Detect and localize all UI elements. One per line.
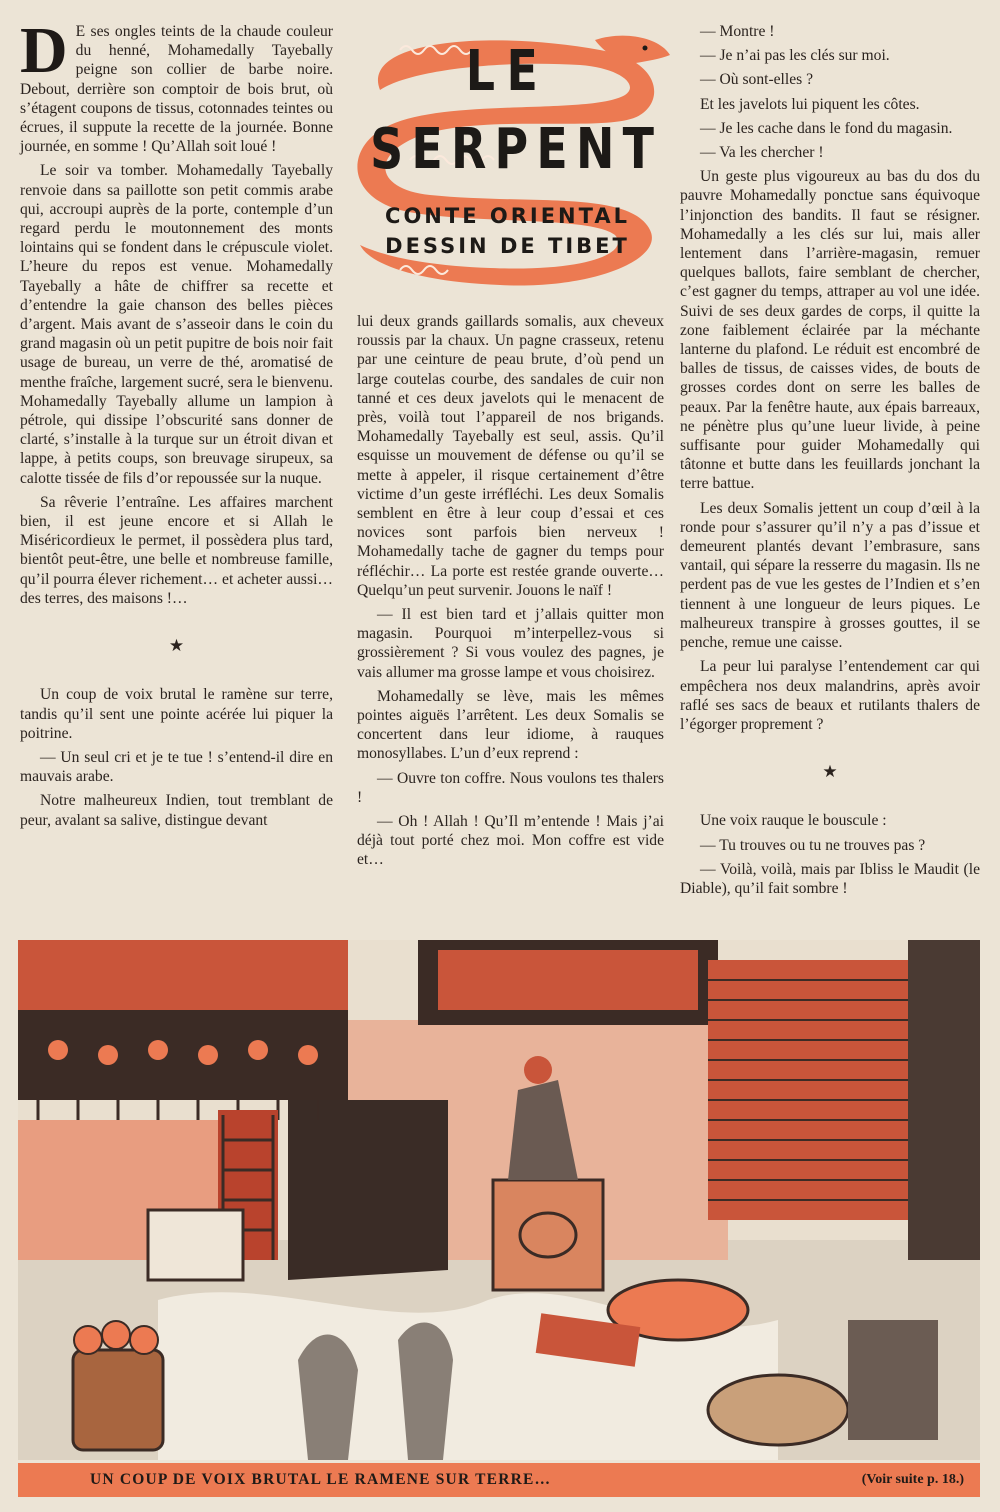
subtitle-genre: CONTE ORIENTAL — [385, 204, 630, 228]
title-line-1: LE — [465, 39, 550, 104]
title-line-2: SERPENT — [370, 117, 663, 182]
drop-cap: D — [20, 14, 68, 87]
shop-scene-drawing — [18, 940, 980, 1460]
paragraph: — Montre ! — [700, 23, 775, 40]
paragraph: — Tu trouves ou tu ne trouves pas ? — [700, 836, 926, 854]
paragraph: — Va les chercher ! — [700, 144, 824, 162]
text-column-3 — [680, 22, 980, 903]
subtitle-credit: DESSIN DE TIBET — [385, 234, 630, 258]
paragraph: Mohamedally se lève, mais les mêmes pointes aiguës l’arrêtent. Les deux Somalis se concertent dans leur idiome, à rauques monosyllabes. L’un d’eux reprend : — [357, 687, 664, 763]
paragraph: Et les javelots lui piquent les côtes. — [700, 95, 920, 113]
paragraph: — Un seul cri et je te tue ! s’entend-il dire en mauvais arabe. — [20, 748, 333, 786]
paragraph: Une voix rauque le bouscule : — [700, 812, 887, 830]
paragraph: Un geste plus vigoureux au bas du dos du pauvre Mohamedally ponctue sans équivoque l’injonction des bandits. Il faut se résigner. Mohamedally a les clés sur lui, mais aller lentement dans l’arrière-magasin, remuer quelques ballots, faire semblant de chercher, c’est gagner du temps, attraper au vol une idée. Suivi de ses deux gardes de corps, il quitte la zone faiblement éclairée par la méchante lanterne du plafond. Le réduit est encombré de balles de tissus, de caisses vides, de bouts de grosses cordes dont on serre les balles de peaux. Par la fenêtre haute, aux épais barreaux, ne pénètre plus qu’une lueur livide, à peine suffisante pour guider Mohamedally qui tâtonne et butte dans les feuillards jonchant la terre battue. — [680, 168, 980, 493]
paragraph: — Où sont-elles ? — [700, 71, 814, 89]
continued-reference: (Voir suite p. 18.) — [861, 1472, 964, 1487]
paragraph: — Je n’ai pas les clés sur moi. — [700, 47, 890, 65]
paragraph: Sa rêverie l’entraîne. Les affaires marchent bien, il est jeune encore et si Allah le Miséricordieux le permet, il possèdera plus tard, bientôt peut-être, une belle et nombreuse famille, qu’il pourra élever richement… et acheter aussi… des terres, des maisons !… — [20, 493, 333, 607]
paragraph: Le soir va tomber. Mohamedally Tayebally renvoie dans sa paillotte son petit commis arabe qui, accroupi auprès de la porte, contemple d’un regard perdu le moutonnement des monts lointains qui se fondent dans le crépuscule violet. L’heure du repos est venue. Mohamedally Tayebally a hâte de chiffrer sa recette et d’entendre la gaie chanson des belles pièces d’argent. Mais avant de s’asseoir dans le coin du grand magasin où un petit pupitre de bois noir fait usage de bureau, un verre de thé, aromatisé de menthe fraîche, largement sucré, sera le bienvenu. Mohamedally Tayebally allume un lampion à pétrole, qui dissipe l’obscurité sans donner de clarté, s’installe à la turque sur un étroit divan et lappe, à petits coups, son breuvage sirupeux, sa calotte tissée de fils d’or repoussée sur la nuque. — [20, 162, 333, 487]
paragraph: — Je les cache dans le fond du magasin. — [700, 119, 953, 137]
paragraph: La peur lui paralyse l’entendement car qui empêchera nos deux malandrins, après avoir raflé ses sacs de beaux et rutilants thalers de l’égorger proprement ? — [680, 658, 980, 733]
paragraph: — Oh ! Allah ! Qu’Il m’entende ! Mais j’ai déjà tout porté chez moi. Mon coffre est vide et… — [357, 813, 664, 869]
paragraph: — Ouvre ton coffre. Nous voulons tes thalers ! — [357, 769, 664, 806]
section-separator-star: ★ — [168, 636, 185, 656]
paragraph: — Il est bien tard et j’allais quitter mon magasin. Pourquoi m’interpellez-vous si grossièrement ? Si vous voulez des pagnes, je vais allumer ma grosse lampe et vous choisirez. — [357, 606, 664, 681]
paragraph — [20, 14, 333, 156]
section-separator-star: ★ — [822, 762, 838, 782]
paragraph: Un coup de voix brutal le ramène sur terre, tandis qu’il sent une pointe acérée lui piquer la poitrine. — [20, 686, 333, 742]
text-column-1 — [20, 14, 333, 835]
bazaar-illustration — [18, 940, 980, 1460]
title-block — [340, 20, 675, 300]
paragraph: Notre malheureux Indien, tout tremblant de peur, avalant sa salive, distingue devant — [20, 792, 333, 829]
paragraph: Les deux Somalis jettent un coup d’œil à la ronde pour s’assurer qu’il n’y a pas d’issue et demeurent plantés devant l’embrasure, sans vantail, qui sépare la resserre du magasin. Ils ne perdent pas de vue les gestes de l’Indien et s’en tiennent à une longueur de leurs piques. Le malheureux transpire à grosses gouttes, il se penche, remue une caisse. — [680, 499, 980, 652]
paragraph: — Voilà, voilà, mais par Ibliss le Maudit (le Diable), qu’il fait sombre ! — [680, 860, 980, 897]
caption-bar — [18, 1463, 980, 1497]
text-column-2 — [357, 312, 664, 875]
paragraph: lui deux grands gaillards somalis, aux cheveux roussis par la chaux. Un pagne crasseux, retenu par une ceinture de peau brute, d’où pend un large coutelas courbe, des sandales de cuir non tanné et ces deux javelots qui le menacent de près, voilà tout l’appareil de nos brigands. Mohamedally Tayebally est seul, assis. Qu’il esquisse un mouvement de défense ou qu’il se mette à appeler, il risque certainement d’être victime d’un geste irréfléchi. Les deux Somalis semblent en être à leur coup d’essai et ces novices sont parfois bien nerveux ! Mohamedally tache de gagner du temps pour réfléchir… La porte est restée grande ouverte… Quelqu’un peut survenir. Jouons le naïf ! — [357, 313, 664, 599]
paragraph-text: E ses ongles teints de la chaude couleur du henné, Mohamedally Tayebally peigne son collier de barbe noire. Debout, derrière son comptoir de bois brut, où s’étagent coupons de tissus, cotonnades teintes ou écrues, il suppute la recette de la journée. Bonne journée, en somme ! Qu’Allah soit loué ! — [20, 23, 333, 156]
illustration-caption: UN COUP DE VOIX BRUTAL LE RAMENE SUR TERRE… — [90, 1471, 552, 1488]
